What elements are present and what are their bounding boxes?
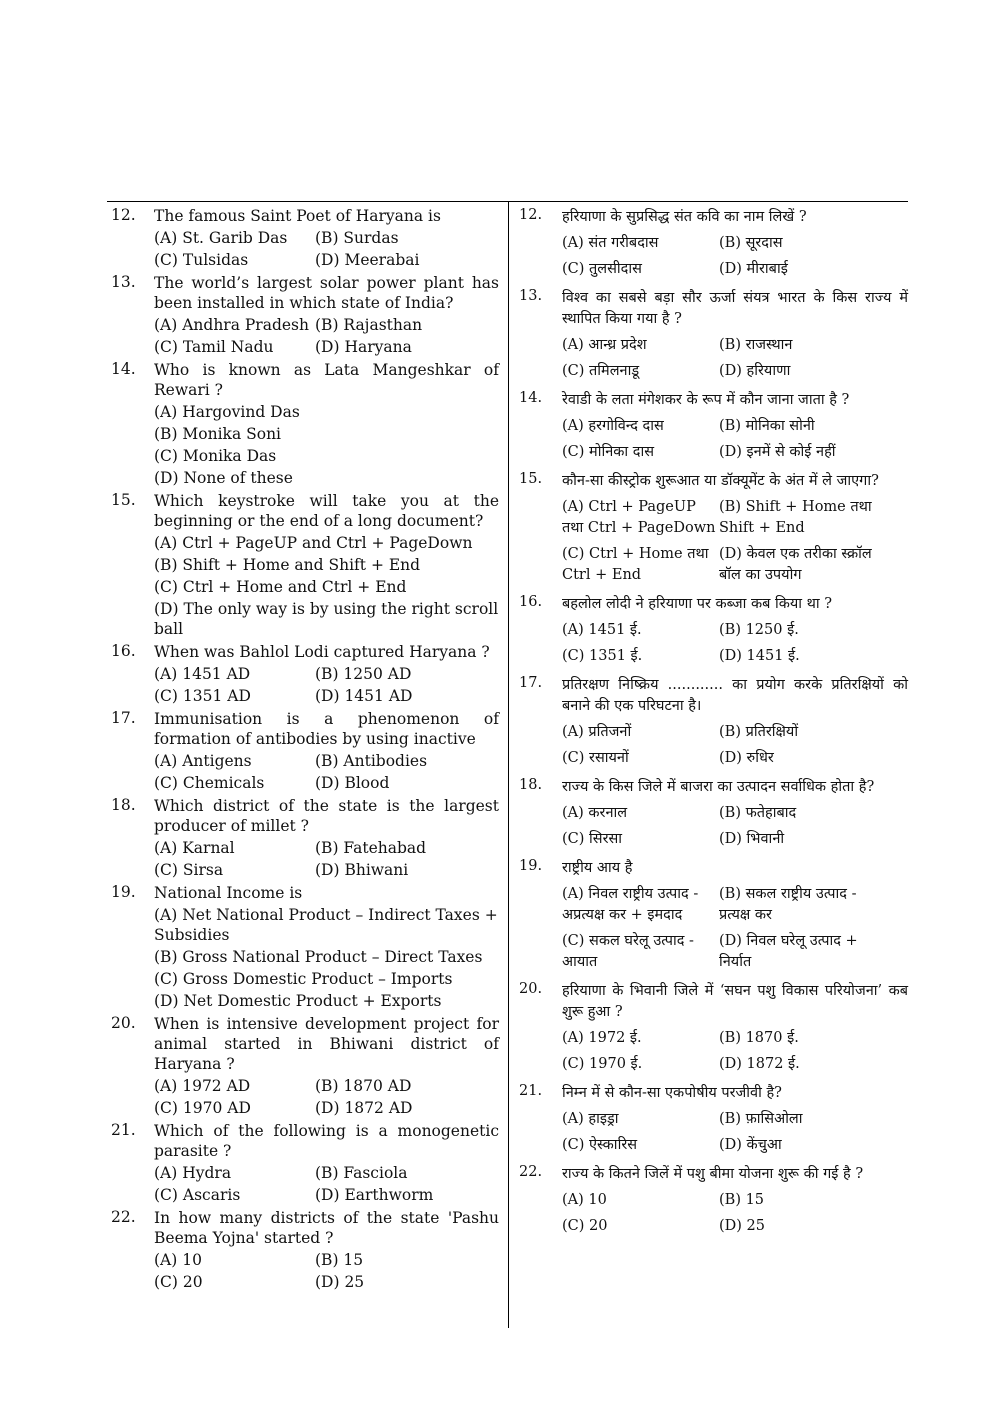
answer-option: (C) Sirsa (154, 861, 224, 879)
question-item (515, 856, 908, 975)
question-text: Which keystroke will take you at the beginning or the end of a long document? (154, 492, 499, 530)
answer-option: (B) फ़ासिओला (719, 1110, 803, 1127)
question-item (515, 592, 908, 669)
answer-option: (A) 10 (562, 1191, 607, 1208)
answer-option: (A) Ctrl + PageUP and Ctrl + PageDown (154, 534, 473, 552)
answer-option: (B) Fasciola (315, 1164, 408, 1182)
answer-option: (B) मोनिका सोनी (719, 417, 815, 434)
question-number: 15. (111, 491, 136, 509)
question-number: 14. (111, 360, 136, 378)
answer-option: (A) Hargovind Das (154, 403, 300, 421)
answer-option: (A) करनाल (562, 804, 628, 821)
answer-option: (B) सूरदास (719, 234, 783, 251)
question-number: 13. (519, 288, 543, 304)
answer-option: (D) हरियाणा (719, 362, 791, 379)
question-text: विश्व का सबसे बड़ा सौर ऊर्जा संयत्र भारत के किस राज्य में स्थापित किया गया है ? (562, 290, 908, 327)
answer-option: (D) Blood (315, 774, 390, 792)
answer-option: (D) None of these (154, 469, 293, 487)
answer-option: (C) 1970 ई. (562, 1055, 643, 1072)
question-text: राष्ट्रीय आय है (562, 860, 633, 876)
answer-option: (B) Shift + Home तथा Shift + End (719, 498, 872, 536)
answer-option: (B) Monika Soni (154, 425, 282, 443)
question-item (107, 490, 499, 640)
answer-option: (A) 1451 AD (154, 665, 251, 683)
answer-option: (C) Ctrl + Home and Ctrl + End (154, 578, 407, 596)
question-number: 13. (111, 273, 136, 291)
answer-option: (A) 10 (154, 1251, 202, 1269)
question-item (515, 1162, 908, 1239)
question-number: 18. (111, 796, 136, 814)
answer-option: (D) मीराबाई (719, 260, 788, 277)
answer-option: (D) भिवानी (719, 830, 785, 847)
answer-option: (B) 1870 AD (315, 1077, 412, 1095)
answer-option: (A) हरगोविन्द दास (562, 417, 664, 434)
answer-option: (C) रसायनों (562, 749, 629, 766)
question-item (515, 388, 908, 465)
answer-option: (C) Gross Domestic Product – Imports (154, 970, 453, 988)
question-text: प्रतिरक्षण निष्क्रिय ............ का प्रयोग करके प्रतिरक्षियों को बनाने की एक परिघटना है। (562, 677, 908, 714)
question-number: 19. (111, 883, 136, 901)
hindi-column (515, 205, 908, 1243)
answer-option: (B) 1250 AD (315, 665, 412, 683)
question-number: 16. (111, 642, 136, 660)
options-list (154, 750, 499, 794)
options-list (562, 332, 908, 384)
question-number: 18. (519, 777, 543, 793)
options-list (154, 1075, 499, 1119)
question-text: रेवाडी के लता मंगेशकर के रूप में कौन जाना जाता है ? (562, 392, 850, 408)
answer-option: (A) Antigens (154, 752, 252, 770)
options-list (154, 401, 499, 489)
question-item (107, 1207, 499, 1293)
answer-option: (C) 1351 ई. (562, 647, 643, 664)
answer-option: (C) 1970 AD (154, 1099, 251, 1117)
answer-option: (C) ऐस्कारिस (562, 1136, 638, 1153)
question-number: 14. (519, 390, 543, 406)
question-item (515, 1081, 908, 1158)
question-number: 21. (111, 1121, 136, 1139)
options-list (562, 413, 908, 465)
answer-option: (C) 20 (154, 1273, 203, 1291)
answer-option: (B) Gross National Product – Direct Taxes (154, 948, 483, 966)
answer-option: (D) केवल एक तरीका स्क्रॉल बॉल का उपयोग (719, 545, 872, 583)
answer-option: (B) 15 (315, 1251, 364, 1269)
answer-option: (A) Andhra Pradesh (154, 316, 309, 334)
answer-option: (B) सकल राष्ट्रीय उत्पाद - प्रत्यक्ष कर (719, 885, 857, 923)
question-item (515, 979, 908, 1077)
options-list (154, 532, 499, 640)
answer-option: (B) राजस्थान (719, 336, 793, 353)
question-item (515, 205, 908, 282)
options-list (154, 904, 499, 1012)
answer-option: (C) मोनिका दास (562, 443, 655, 460)
options-list (562, 617, 908, 669)
answer-option: (D) निवल घरेलू उत्पाद + निर्यात (719, 932, 858, 970)
answer-option: (D) 25 (719, 1217, 765, 1234)
answer-option: (D) The only way is by using the right scroll ball (154, 600, 499, 638)
answer-option: (A) आन्ध्र प्रदेश (562, 336, 647, 353)
answer-option: (D) रुधिर (719, 749, 774, 766)
answer-option: (B) 1250 ई. (719, 621, 799, 638)
answer-option: (B) प्रतिरक्षियों (719, 723, 799, 740)
question-item (107, 272, 499, 358)
answer-option: (B) Fatehabad (315, 839, 427, 857)
answer-option: (A) St. Garib Das (154, 229, 288, 247)
answer-option: (A) Net National Product – Indirect Taxes + Subsidies (154, 906, 498, 944)
question-number: 12. (519, 207, 543, 223)
answer-option: (D) Haryana (315, 338, 412, 356)
options-list (154, 1249, 499, 1293)
answer-option: (B) 1870 ई. (719, 1029, 799, 1046)
question-text: Immunisation is a phenomenon of formation of antibodies by using inactive (154, 710, 499, 748)
answer-option: (A) प्रतिजनों (562, 723, 632, 740)
answer-option: (D) Meerabai (315, 251, 420, 269)
answer-option: (D) 25 (315, 1273, 365, 1291)
answer-option: (C) Chemicals (154, 774, 265, 792)
answer-option: (D) 1451 AD (315, 687, 413, 705)
options-list (562, 1106, 908, 1158)
question-item (107, 359, 499, 489)
answer-option: (D) केंचुआ (719, 1136, 782, 1153)
answer-option: (D) Earthworm (315, 1186, 434, 1204)
answer-option: (A) हाइड्रा (562, 1110, 619, 1127)
answer-option: (B) फतेहाबाद (719, 804, 797, 821)
options-list (154, 227, 499, 271)
answer-option: (D) इनमें से कोई नहीं (719, 443, 836, 460)
answer-option: (B) Rajasthan (315, 316, 423, 334)
answer-option: (C) 20 (562, 1217, 608, 1234)
answer-option: (A) संत गरीबदास (562, 234, 659, 251)
answer-option: (C) Tulsidas (154, 251, 249, 269)
question-number: 12. (111, 206, 136, 224)
answer-option: (C) तुलसीदास (562, 260, 642, 277)
question-text: In how many districts of the state 'Pashu Beema Yojna' started ? (154, 1209, 499, 1247)
question-text: हरियाणा के भिवानी जिले में ‘सघन पशु विकास परियोजना’ कब शुरू हुआ ? (562, 983, 908, 1020)
question-number: 17. (111, 709, 136, 727)
question-item (515, 469, 908, 588)
answer-option: (C) सकल घरेलू उत्पाद - आयात (562, 932, 694, 970)
question-text: When is intensive development project for animal started in Bhiwani district of Haryana ? (154, 1015, 499, 1073)
answer-option: (C) Ascaris (154, 1186, 241, 1204)
answer-option: (A) निवल राष्ट्रीय उत्पाद - अप्रत्यक्ष कर + इमदाद (562, 885, 699, 923)
answer-option: (D) Net Domestic Product + Exports (154, 992, 442, 1010)
answer-option: (A) Ctrl + PageUP तथा Ctrl + PageDown (562, 498, 716, 536)
question-text: The famous Saint Poet of Haryana is (154, 207, 441, 225)
answer-option: (C) सिरसा (562, 830, 623, 847)
question-text: बहलोल लोदी ने हरियाणा पर कब्जा कब किया था ? (562, 596, 833, 612)
question-item (107, 882, 499, 1012)
answer-option: (B) Antibodies (315, 752, 428, 770)
answer-option: (D) Bhiwani (315, 861, 409, 879)
question-number: 17. (519, 675, 543, 691)
question-text: कौन-सा कीस्ट्रोक शुरूआत या डॉक्यूमेंट के अंत में ले जाएगा? (562, 473, 879, 489)
question-item (107, 708, 499, 794)
question-text: The world’s largest solar power plant has been installed in which state of India? (154, 274, 499, 312)
answer-option: (C) Tamil Nadu (154, 338, 274, 356)
options-list (562, 881, 908, 975)
question-text: When was Bahlol Lodi captured Haryana ? (154, 643, 490, 661)
question-item (515, 673, 908, 771)
question-item (107, 795, 499, 881)
question-text: Which of the following is a monogenetic parasite ? (154, 1122, 499, 1160)
question-number: 20. (519, 981, 543, 997)
question-number: 21. (519, 1083, 543, 1099)
question-item (107, 1013, 499, 1119)
answer-option: (A) Karnal (154, 839, 235, 857)
question-text: Which district of the state is the largest producer of millet ? (154, 797, 499, 835)
options-list (562, 800, 908, 852)
answer-option: (C) तमिलनाडू (562, 362, 640, 379)
answer-option: (D) 1872 AD (315, 1099, 413, 1117)
question-number: 22. (519, 1164, 543, 1180)
answer-option: (A) Hydra (154, 1164, 232, 1182)
options-list (562, 494, 908, 588)
question-number: 20. (111, 1014, 136, 1032)
question-text: हरियाणा के सुप्रसिद्ध संत कवि का नाम लिखें ? (562, 209, 807, 225)
options-list (562, 719, 908, 771)
english-column (107, 205, 499, 1294)
options-list (562, 230, 908, 282)
question-text: राज्य के किस जिले में बाजरा का उत्पादन सर्वाधिक होता है? (562, 779, 875, 795)
answer-option: (A) 1972 AD (154, 1077, 251, 1095)
question-text: राज्य के कितने जिलें में पशु बीमा योजना शुरू की गई है ? (562, 1166, 864, 1182)
answer-option: (C) Ctrl + Home तथा Ctrl + End (562, 545, 709, 583)
question-number: 19. (519, 858, 543, 874)
question-number: 15. (519, 471, 543, 487)
options-list (562, 1025, 908, 1077)
answer-option: (B) Shift + Home and Shift + End (154, 556, 421, 574)
question-number: 22. (111, 1208, 136, 1226)
question-item (515, 775, 908, 852)
column-divider (508, 201, 509, 1328)
answer-option: (C) 1351 AD (154, 687, 251, 705)
options-list (154, 663, 499, 707)
answer-option: (D) 1451 ई. (719, 647, 800, 664)
question-item (515, 286, 908, 384)
answer-option: (A) 1451 ई. (562, 621, 642, 638)
answer-option: (A) 1972 ई. (562, 1029, 642, 1046)
options-list (154, 1162, 499, 1206)
question-number: 16. (519, 594, 543, 610)
options-list (154, 314, 499, 358)
question-item (107, 1120, 499, 1206)
answer-option: (B) Surdas (315, 229, 399, 247)
options-list (154, 837, 499, 881)
answer-option: (C) Monika Das (154, 447, 277, 465)
question-item (107, 205, 499, 271)
question-text: Who is known as Lata Mangeshkar of Rewari ? (154, 361, 499, 399)
answer-option: (D) 1872 ई. (719, 1055, 800, 1072)
question-text: National Income is (154, 884, 303, 902)
question-text: निम्न में से कौन-सा एकपोषीय परजीवी है? (562, 1085, 782, 1101)
answer-option: (B) 15 (719, 1191, 765, 1208)
options-list (562, 1187, 908, 1239)
question-item (107, 641, 499, 707)
